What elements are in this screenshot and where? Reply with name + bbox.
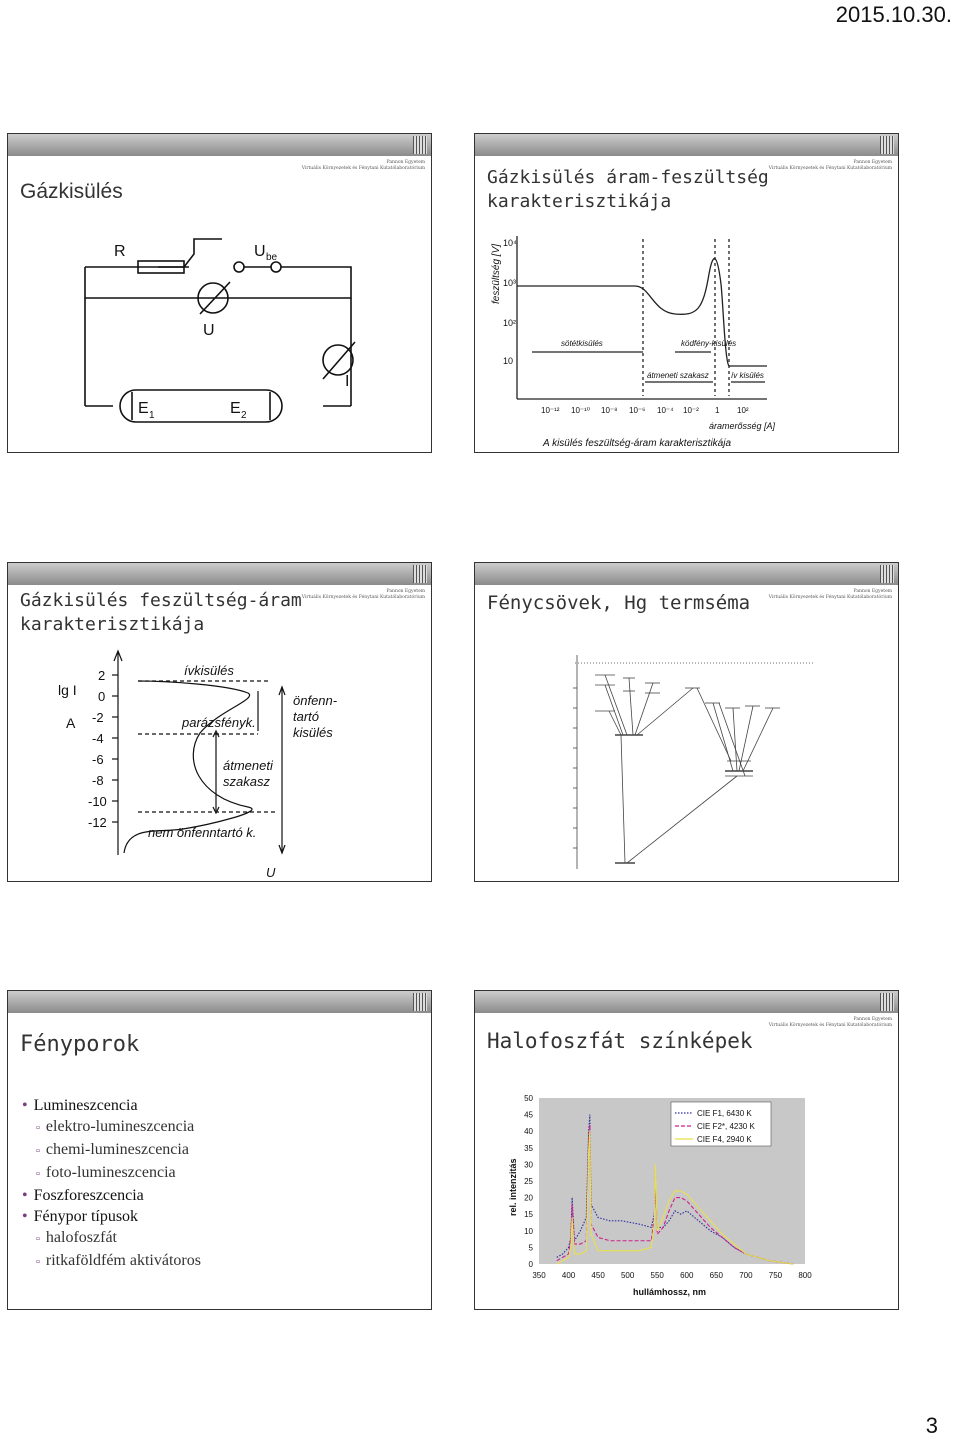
- slide-title: Fényporok: [20, 1032, 140, 1057]
- bullet-list: [22, 1095, 201, 1273]
- fig-ytick: -12: [88, 815, 107, 830]
- y-tick-label: 45: [524, 1110, 533, 1120]
- label-u: U: [203, 322, 215, 339]
- region-dark: sötétkisülés: [561, 339, 603, 348]
- university-logo: Pannon Egyetem Virtuális Környezetek és Fénytani Kutatólaboratórium: [768, 589, 892, 600]
- lgI-U-figure: [8, 563, 432, 882]
- bullet-subitem: ▫ foto-lumineszcencia: [22, 1162, 201, 1185]
- fig-ytick: -10: [88, 794, 107, 809]
- slide-feszultseg-aram: [7, 562, 432, 882]
- circuit-diagram: [8, 134, 432, 453]
- legend-label: CIE F4, 2940 K: [697, 1135, 752, 1144]
- x-tick-label: 650: [709, 1271, 724, 1280]
- bullet-subitem: ▫ halofoszfát: [22, 1227, 201, 1250]
- bullet-item: • Fénypor típusok: [22, 1206, 201, 1227]
- slide-gazkisules: [7, 133, 432, 453]
- slide-fenyporok: [7, 990, 432, 1310]
- page-number: 3: [925, 1413, 938, 1438]
- spectrum-chart: [475, 991, 899, 1310]
- bullet-subitem: ▫ ritkaföldfém aktivátoros: [22, 1250, 201, 1273]
- bullet-item: • Foszforeszcencia: [22, 1185, 201, 1206]
- label-atmeneti: átmeneti: [223, 758, 273, 773]
- fig-xtick: 10⁻¹²: [541, 406, 560, 415]
- x-tick-label: 750: [768, 1271, 783, 1280]
- fig-ytick: 2: [98, 668, 106, 683]
- y-tick-label: 5: [528, 1243, 533, 1253]
- x-tick-label: 800: [798, 1271, 812, 1280]
- x-tick-label: 600: [680, 1271, 694, 1280]
- x-tick-label: 400: [561, 1271, 576, 1280]
- legend-label: CIE F2*, 4230 K: [697, 1122, 755, 1131]
- label-i: I: [345, 373, 350, 390]
- university-logo: Pannon Egyetem Virtuális Környezetek és Fénytani Kutatólaboratórium: [301, 589, 425, 600]
- fig-ytick: 10³: [503, 278, 517, 288]
- bullet-subitem: ▫ elektro-lumineszcencia: [22, 1116, 201, 1139]
- label-tarto: tartó: [293, 709, 320, 724]
- slide-title: Gázkisülés: [20, 180, 123, 203]
- fig-xtick: 10⁻⁴: [657, 406, 674, 415]
- label-e2-sub: 2: [241, 410, 247, 421]
- y-tick-label: 35: [524, 1143, 533, 1153]
- fig-xtick: 10⁻⁸: [601, 406, 618, 415]
- fig-xtick: 10²: [737, 406, 749, 415]
- legend-label: CIE F1, 6430 K: [697, 1109, 752, 1118]
- label-szakasz: szakasz: [223, 774, 270, 789]
- fig-ytick: 10⁴: [503, 238, 517, 248]
- y-tick-label: 40: [524, 1127, 533, 1137]
- label-ube-sub: be: [266, 252, 278, 263]
- slide-aram-feszultseg: [474, 133, 899, 453]
- chart-legend: [671, 1102, 771, 1146]
- fig-yunit: A: [66, 715, 76, 731]
- label-parazsfeny: parázsfényk.: [182, 715, 256, 730]
- fig-caption: A kisülés feszültség-áram karakterisztikája: [543, 438, 732, 449]
- label-e1: E: [138, 400, 149, 417]
- fig-ytick: -8: [92, 773, 104, 788]
- slide-title: Gázkisülés feszültség-áram karakterisztikája: [20, 590, 302, 635]
- slide-halofoszfat-szinkepek: [474, 990, 899, 1310]
- y-tick-label: 10: [524, 1226, 533, 1236]
- university-logo: Pannon Egyetem Virtuális Környezetek és Fénytani Kutatólaboratórium: [301, 160, 425, 171]
- slide-title: Fénycsövek, Hg termséma: [487, 592, 751, 614]
- university-logo: Pannon Egyetem Virtuális Környezetek és Fénytani Kutatólaboratórium: [768, 1017, 892, 1028]
- university-logo: Pannon Egyetem Virtuális Környezetek és Fénytani Kutatólaboratórium: [768, 160, 892, 171]
- label-nem-onfenntarto: nem önfenntartó k.: [148, 825, 257, 840]
- fig-ytick: -4: [92, 731, 104, 746]
- x-tick-label: 450: [591, 1271, 605, 1280]
- y-tick-label: 15: [524, 1210, 533, 1220]
- label-r: R: [114, 243, 126, 260]
- chart-ylabel: rel. intenzitás: [508, 1158, 518, 1216]
- hg-energy-level-diagram: [475, 563, 899, 882]
- fig-xtick: 10⁻²: [683, 406, 699, 415]
- y-tick-label: 0: [528, 1260, 533, 1269]
- fig-ylabel: feszültség [V]: [491, 243, 502, 304]
- bullet-item: • Lumineszcencia: [22, 1095, 201, 1116]
- bullet-subitem: ▫ chemi-lumineszcencia: [22, 1139, 201, 1162]
- header-date: 2015.10.30.: [835, 2, 952, 27]
- x-tick-label: 350: [532, 1271, 546, 1280]
- fig-ytick: -2: [92, 710, 104, 725]
- region-arc: ív kisülés: [731, 371, 764, 380]
- label-ivkisules: ívkisülés: [184, 663, 234, 678]
- slide-topbar: [8, 991, 431, 1013]
- region-glow: ködfény-kisülés: [681, 339, 737, 348]
- fig-ytick: -6: [92, 752, 104, 767]
- fig-ylabel: lg I: [58, 682, 77, 698]
- fig-xlabel: áramerősség [A]: [709, 421, 776, 431]
- fig-xlabel: U: [266, 865, 276, 880]
- slide-title: Gázkisülés áram-feszültség karakterisztikája: [487, 167, 769, 212]
- x-tick-label: 500: [620, 1271, 635, 1280]
- fig-xtick: 10⁻⁶: [629, 406, 646, 415]
- chart-xlabel: hullámhossz, nm: [633, 1287, 707, 1297]
- x-tick-label: 550: [650, 1271, 664, 1280]
- y-tick-label: 30: [524, 1160, 533, 1170]
- slide-title: Halofoszfát színképek: [487, 1029, 753, 1053]
- fig-ytick: 0: [98, 689, 106, 704]
- label-ube: U: [254, 243, 266, 260]
- x-tick-label: 700: [739, 1271, 753, 1280]
- fig-xtick: 1: [715, 406, 720, 415]
- fig-xtick: 10⁻¹⁰: [571, 406, 590, 415]
- slide-hg-termsema: [474, 562, 899, 882]
- y-tick-label: 50: [524, 1094, 533, 1103]
- fig-ytick: 10: [503, 356, 514, 366]
- region-transition: átmeneti szakasz: [647, 371, 709, 380]
- label-kisules: kisülés: [293, 725, 333, 740]
- fig-ytick: 10²: [503, 318, 517, 328]
- iv-characteristic-figure: [475, 134, 899, 453]
- y-tick-label: 20: [524, 1193, 533, 1203]
- label-e2: E: [230, 400, 241, 417]
- label-onfenn: önfenn-: [293, 693, 338, 708]
- y-tick-label: 25: [524, 1177, 533, 1186]
- label-e1-sub: 1: [149, 410, 155, 421]
